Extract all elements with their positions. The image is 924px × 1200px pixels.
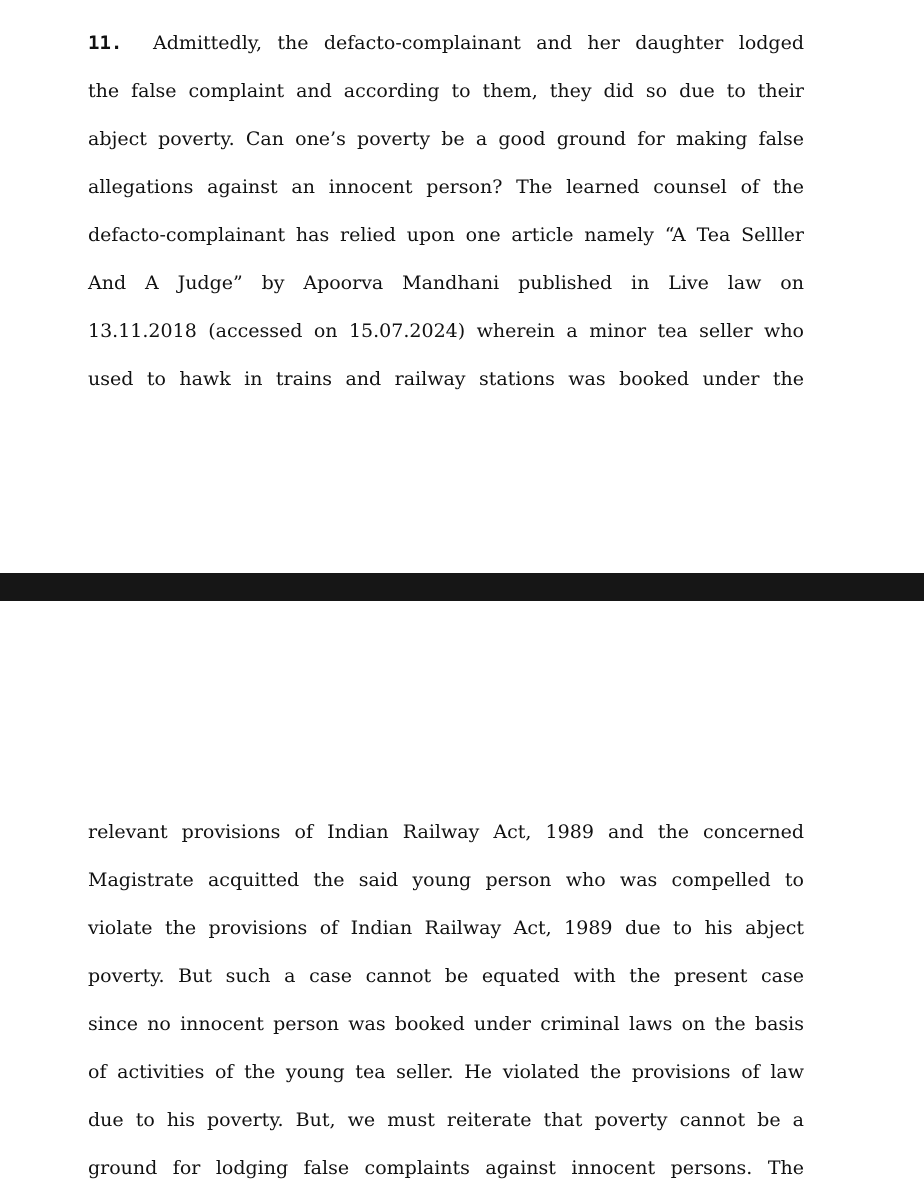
text-line: used to hawk in trains and railway stations was booked under the xyxy=(88,368,804,390)
page-break-divider xyxy=(0,573,924,601)
lower-page xyxy=(0,601,924,1200)
text-line: abject poverty. Can one’s poverty be a good ground for making false xyxy=(88,128,804,150)
text-line: ground for lodging false complaints against innocent persons. The xyxy=(88,1157,804,1179)
text-line: defacto-complainant has relied upon one article namely “A Tea Selller xyxy=(88,224,804,246)
text-line: the false complaint and according to them, they did so due to their xyxy=(88,80,804,102)
text-line: due to his poverty. But, we must reiterate that poverty cannot be a xyxy=(88,1109,804,1131)
text-line: violate the provisions of Indian Railway Act, 1989 due to his abject xyxy=(88,917,804,939)
text-line: relevant provisions of Indian Railway Act, 1989 and the concerned xyxy=(88,821,804,843)
text-line: of activities of the young tea seller. He violated the provisions of law xyxy=(88,1061,804,1083)
text-line: allegations against an innocent person? The learned counsel of the xyxy=(88,176,804,198)
upper-page xyxy=(0,0,924,573)
text-line: Magistrate acquitted the said young person who was compelled to xyxy=(88,869,804,891)
paragraph-number: 11. xyxy=(88,32,123,54)
text-line: And A Judge” by Apoorva Mandhani published in Live law on xyxy=(88,272,804,294)
paragraph-11-first-line xyxy=(88,31,804,55)
text-line: 13.11.2018 (accessed on 15.07.2024) wherein a minor tea seller who xyxy=(88,320,804,342)
text-line: since no innocent person was booked under criminal laws on the basis xyxy=(88,1013,804,1035)
text-line: poverty. But such a case cannot be equated with the present case xyxy=(88,965,804,987)
first-line-text: Admittedly, the defacto-complainant and her daughter lodged xyxy=(153,32,804,54)
